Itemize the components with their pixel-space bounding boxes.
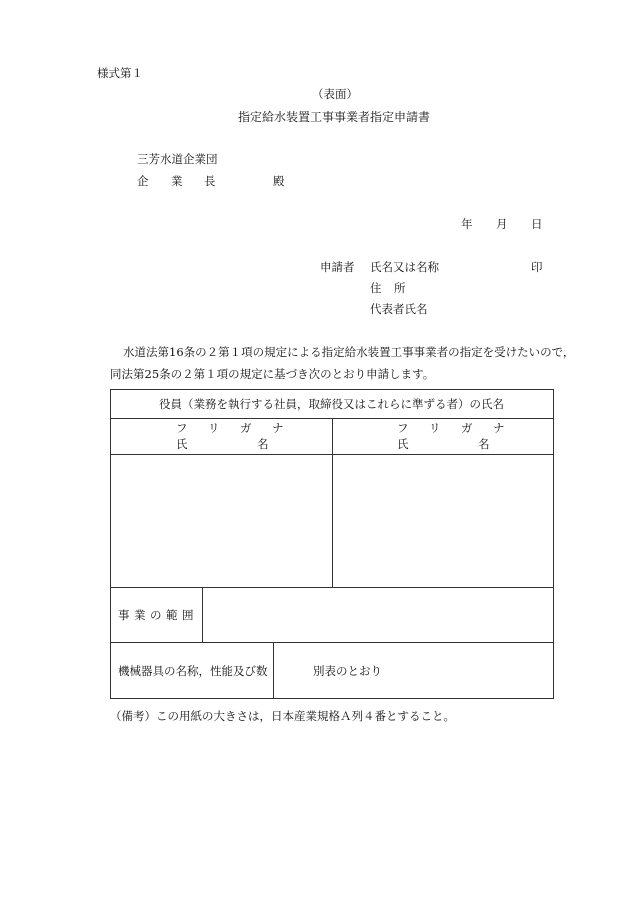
recipient-title-char: 長: [204, 174, 216, 188]
furigana-char: リ: [208, 421, 220, 435]
footnote: （備考）この用紙の大きさは，日本産業規格Ａ列４番とすること。: [110, 709, 455, 723]
business-scope-field[interactable]: [203, 588, 552, 641]
furigana-char: ガ: [240, 421, 252, 435]
address-label-char: 住: [370, 281, 382, 295]
form-number: 様式第１: [97, 66, 143, 80]
address-label-char: 所: [394, 281, 406, 295]
business-scope-char: の: [150, 608, 162, 622]
equipment-value: 別表のとおり: [313, 664, 382, 678]
officer-name-field-left[interactable]: [112, 455, 331, 586]
name-char: 名: [478, 437, 490, 451]
table-header: 役員（業務を執行する社員，取締役又はこれらに準ずる者）の氏名: [159, 397, 504, 411]
representative-label: 代表者氏名: [370, 302, 428, 316]
furigana-char: ガ: [461, 421, 473, 435]
furigana-char: ナ: [272, 421, 284, 435]
furigana-char: フ: [397, 421, 409, 435]
business-scope-char: 範: [166, 608, 178, 622]
body-text-line-1: 水道法第16条の２第１項の規定による指定給水装置工事事業者の指定を受けたいので，: [123, 345, 575, 359]
furigana-char: フ: [176, 421, 188, 435]
table-divider: [273, 642, 274, 698]
page-title: 指定給水装置工事事業者指定申請書: [238, 110, 431, 124]
business-scope-char: 業: [134, 608, 146, 622]
seal-mark: 印: [531, 260, 543, 274]
date-year: 年: [461, 217, 473, 231]
officers-table: [110, 389, 554, 699]
recipient-title-char: 業: [171, 174, 183, 188]
furigana-char: リ: [429, 421, 441, 435]
table-divider: [111, 642, 553, 643]
date-day: 日: [531, 217, 543, 231]
business-scope-char: 囲: [182, 608, 194, 622]
form-side-label: （表面）: [312, 87, 358, 101]
applicant-name-label: 氏名又は名称: [370, 260, 439, 274]
name-char: 氏: [176, 437, 188, 451]
business-scope-char: 事: [118, 608, 130, 622]
equipment-label: 機械器具の名称，性能及び数: [118, 664, 268, 678]
name-char: 名: [257, 437, 269, 451]
officer-name-field-right[interactable]: [333, 455, 552, 586]
recipient-honorific: 殿: [273, 174, 285, 188]
recipient-organization: 三芳水道企業団: [137, 152, 218, 166]
recipient-title-char: 企: [137, 174, 149, 188]
date-month: 月: [496, 217, 508, 231]
furigana-char: ナ: [493, 421, 505, 435]
name-char: 氏: [397, 437, 409, 451]
applicant-label: 申請者: [320, 260, 355, 274]
body-text-line-2: 同法第25条の２第１項の規定に基づき次のとおり申請します。: [110, 367, 435, 381]
